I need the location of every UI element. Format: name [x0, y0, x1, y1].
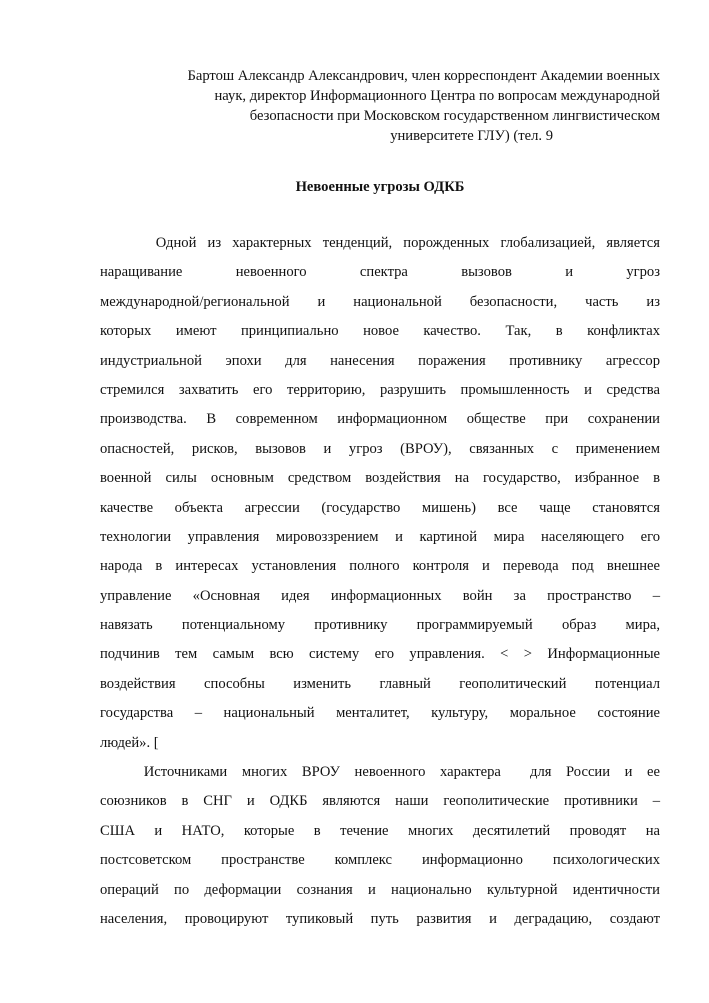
body-line: союзников в СНГ и ОДКБ являются наши геополитические противники –	[100, 793, 660, 810]
document-title: Невоенные угрозы ОДКБ	[295, 179, 465, 195]
body-line: населения, провоцируют тупиковый путь развития и деградацию, создают	[100, 910, 660, 927]
body-line: Источниками многих ВРОУ невоенного характера для России и ее	[100, 764, 660, 781]
body-line: военной силы основным средством воздействия на государство, избранное в	[100, 470, 660, 487]
author-line-1: Бартош Александр Александрович, член корреспондент Академии военных	[187, 68, 660, 84]
body-line: людей». [	[100, 734, 159, 751]
body-line: народа в интересах установления полного контроля и перевода под внешнее	[100, 558, 660, 575]
body-line: постсоветском пространстве комплекс информационно психологических	[100, 852, 660, 869]
body-line: которых имеют принципиально новое качество. Так, в конфликтах	[100, 323, 660, 340]
body-line: воздействия способны изменить главный геополитический потенциал	[100, 675, 660, 692]
body-line: государства – национальный менталитет, культуру, моральное состояние	[100, 705, 660, 722]
author-line-2: наук, директор Информационного Центра по вопросам международной	[214, 88, 660, 104]
body-line: навязать потенциальному противнику программируемый образ мира,	[100, 617, 660, 634]
body-line: стремился захватить его территорию, разрушить промышленность и средства	[100, 381, 660, 398]
body-line: технологии управления мировоззрением и картиной мира населяющего его	[100, 528, 660, 545]
body-line: США и НАТО, которые в течение многих десятилетий проводят на	[100, 822, 660, 839]
body-line: операций по деформации сознания и национально культурной идентичности	[100, 881, 660, 898]
body-line: опасностей, рисков, вызовов и угроз (ВРОУ), связанных с применением	[100, 440, 660, 457]
body-line: международной/региональной и национальной безопасности, часть из	[100, 293, 660, 310]
body-line: индустриальной эпохи для нанесения поражения противнику агрессор	[100, 352, 660, 369]
body-line: производства. В современном информационном обществе при сохранении	[100, 411, 660, 428]
body-line: Одной из характерных тенденций, порожденных глобализацией, является	[100, 235, 660, 251]
body-line: управление «Основная идея информационных войн за пространство –	[100, 587, 660, 604]
author-block	[100, 66, 660, 146]
body-line: качестве объекта агрессии (государство мишень) все чаще становятся	[100, 499, 660, 516]
body-line: подчинив тем самым всю систему его управления. < > Информационные	[100, 646, 660, 663]
document-body	[100, 229, 660, 934]
body-line: наращивание невоенного спектра вызовов и угроз	[100, 264, 660, 281]
author-line-4: университете ГЛУ) (тел. 9	[390, 128, 553, 144]
author-line-3: безопасности при Московском государственном лингвистическом	[249, 108, 660, 124]
